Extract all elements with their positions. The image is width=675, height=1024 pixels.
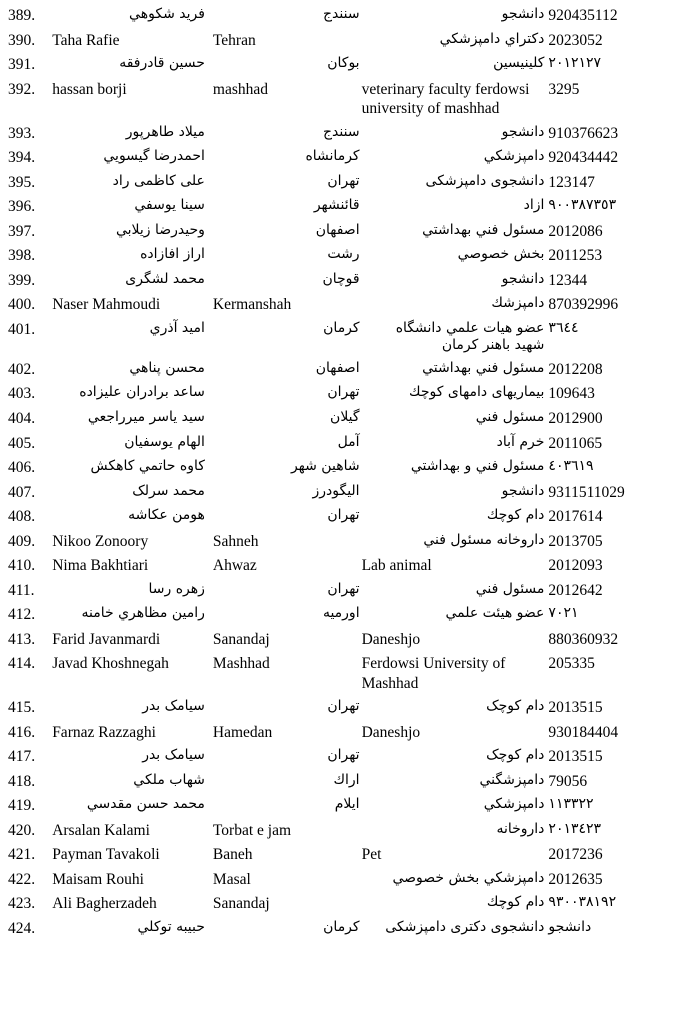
row-number: 421. (8, 846, 36, 864)
role (360, 696, 547, 721)
table-row (6, 628, 669, 653)
code: ٤٠٣٦١٩ (548, 458, 594, 475)
role-text: كلينيسين (493, 55, 545, 72)
person-name: Farnaz Razzaghi (52, 723, 156, 741)
city-text: اصفهان (315, 359, 360, 376)
row-number: 391. (8, 56, 36, 74)
person-name: هومن عكاشه (128, 507, 205, 524)
city-text: اراك (333, 771, 360, 788)
code: 12344 (548, 271, 588, 289)
code: ٩٣٠٠٣٨١٩٢ (548, 894, 617, 911)
role-text: بيماريهای دامهای كوچك (409, 384, 545, 401)
person-name: Nikoo Zonoory (52, 532, 149, 550)
city-text: تهران (327, 580, 360, 597)
code: 920435112 (548, 7, 618, 24)
table-row (6, 530, 669, 555)
table-row (6, 29, 669, 54)
table-row (6, 432, 669, 457)
city-text: كرمان (323, 319, 360, 336)
role (360, 146, 547, 171)
table-row (6, 603, 669, 628)
role (360, 892, 547, 917)
person-name: شهاب ملكي (133, 771, 205, 788)
person-name: سينا يوسفي (134, 197, 205, 214)
city-text: كرمانشاه (305, 148, 360, 165)
city: Hamedan (212, 723, 273, 741)
row-number: 392. (8, 80, 36, 98)
row-number: 395. (8, 173, 36, 191)
table-row (6, 868, 669, 893)
city (211, 146, 360, 171)
role-text: دام كوچك (486, 507, 545, 524)
code: 2011065 (548, 434, 603, 452)
table-row (6, 382, 669, 407)
role-text: مسئول فني (475, 408, 545, 425)
row-number: 396. (8, 198, 36, 216)
table-row (6, 481, 669, 506)
role: Lab animal (361, 557, 432, 575)
code: 123147 (548, 173, 595, 191)
role (360, 293, 547, 318)
code: 920434442 (548, 149, 619, 167)
person-name: محسن پناهي (129, 359, 205, 376)
role (360, 53, 547, 78)
person-name: حسين قادرفقه (119, 55, 205, 72)
row-number: 418. (8, 772, 36, 790)
table-row (6, 318, 669, 358)
role-text: داروخانه مسئول فني (423, 531, 545, 548)
person-name: Nima Bakhtiari (52, 557, 149, 575)
role (360, 745, 547, 770)
role (360, 29, 547, 54)
person-name: Naser Mahmoudi (52, 296, 161, 314)
city: Tehran (212, 31, 256, 49)
table-row (6, 554, 669, 579)
table-row (6, 171, 669, 196)
code: 2023052 (548, 31, 603, 49)
table-row (6, 358, 669, 383)
role (360, 244, 547, 269)
city (211, 505, 360, 530)
person-name: فريد شكوهي (129, 6, 205, 22)
person-name: اميد آذري (149, 319, 205, 336)
code: 9311511029 (548, 483, 625, 501)
city (211, 579, 360, 604)
code: ٢٠١٣٤٢٣ (548, 820, 602, 837)
city (211, 171, 360, 196)
role-text: دامپزشگني (479, 771, 545, 788)
role (360, 505, 547, 530)
role-text: مسئول فني بهداشتي (422, 221, 545, 238)
role-text: عضو هيات علمي دانشگاه شهيد باهنر كرمان (395, 319, 545, 354)
city: Sahneh (212, 532, 259, 550)
role-text: مسئول فني و بهداشتي (410, 458, 545, 475)
row-number: 403. (8, 385, 36, 403)
city: Ahwaz (212, 557, 257, 575)
person-name: Maisam Rouhi (52, 870, 144, 888)
city-text: آمل (337, 433, 360, 450)
table-row (6, 195, 669, 220)
row-number: 400. (8, 296, 36, 314)
row-number: 390. (8, 31, 36, 49)
city (211, 4, 360, 29)
city: mashhad (212, 80, 269, 98)
row-number: 412. (8, 606, 36, 624)
city-text: تهران (327, 172, 360, 189)
role-text: خرم آباد (496, 433, 545, 450)
person-name: ساعد برادران عليزاده (79, 384, 205, 401)
role (360, 819, 547, 844)
city (211, 696, 360, 721)
city (211, 432, 360, 457)
role-text: دانشجوی دکتری دامپزشکی (385, 918, 545, 935)
code: 205335 (548, 655, 595, 673)
city (211, 318, 360, 358)
table-row (6, 244, 669, 269)
role-text: دامپزشك (491, 295, 545, 312)
table-row (6, 579, 669, 604)
code: 2012208 (548, 360, 603, 378)
row-number: 394. (8, 149, 36, 167)
row-number: 393. (8, 124, 36, 142)
role (360, 318, 547, 358)
person-name: زهره رسا (148, 580, 205, 597)
role (360, 407, 547, 432)
city (211, 220, 360, 245)
city-text: كرمان (323, 918, 360, 935)
role-text: دام كوچك (486, 894, 545, 911)
row-number: 398. (8, 247, 36, 265)
role-text: داروخانه (496, 820, 545, 837)
city-text: تهران (327, 384, 360, 401)
city (211, 53, 360, 78)
person-name: Taha Rafie (52, 31, 120, 49)
code: 880360932 (548, 630, 619, 648)
role-text: دانشجو (501, 270, 545, 287)
city: Baneh (212, 846, 253, 864)
city-text: تهران (327, 698, 360, 715)
role-text: ازاد (523, 197, 545, 214)
city-text: تهران (327, 747, 360, 764)
role-text: دامپزشكي (483, 148, 545, 165)
person-name: سيد ياسر ميرراجعي (87, 408, 205, 425)
person-name: محمد سرلک (132, 482, 205, 499)
person-name: رامين مظاهري خامنه (81, 605, 205, 622)
role (360, 432, 547, 457)
code: 2012635 (548, 870, 603, 888)
role-text: بخش خصوصي (457, 246, 545, 263)
city-text: رشت (327, 246, 360, 263)
row-number: 419. (8, 797, 36, 815)
city (211, 770, 360, 795)
table-row (6, 819, 669, 844)
city-text: قوچان (322, 270, 360, 287)
table-row (6, 745, 669, 770)
code: ٣٦٤٤ (548, 319, 579, 336)
role (360, 481, 547, 506)
table-row (6, 269, 669, 294)
code: 3295 (548, 80, 580, 98)
row-number: 417. (8, 748, 36, 766)
city-text: تهران (327, 507, 360, 524)
code: 2012642 (548, 581, 603, 599)
code: دانشجو (548, 918, 592, 935)
code: 2012093 (548, 557, 603, 575)
role (360, 122, 547, 147)
row-number: 406. (8, 459, 36, 477)
person-name: اراز افازاده (140, 246, 205, 263)
registry-table (6, 4, 669, 941)
city (211, 481, 360, 506)
row-number: 397. (8, 222, 36, 240)
code: ٢٠١٢١٢٧ (548, 55, 602, 72)
code: 2012086 (548, 222, 603, 240)
table-row (6, 892, 669, 917)
role (360, 917, 547, 942)
table-row (6, 917, 669, 942)
code: ٩٠٠٣٨٧٣٥٣ (548, 197, 617, 214)
table-row (6, 4, 669, 29)
role-text: دكتراي دامپزشكي (439, 30, 545, 47)
person-name: Ali Bagherzadeh (52, 895, 157, 913)
role (360, 579, 547, 604)
city-text: گيلان (330, 408, 360, 425)
table-row (6, 456, 669, 481)
city-text: بوكان (327, 55, 360, 72)
city (211, 745, 360, 770)
city-text: اورميه (322, 605, 360, 622)
table-row (6, 652, 669, 696)
city: Kermanshah (212, 296, 292, 314)
code: 2013515 (548, 748, 603, 766)
role-text: دامپزشكي (483, 796, 545, 813)
table-row (6, 407, 669, 432)
table-row (6, 220, 669, 245)
role-text: مسئول فني بهداشتي (422, 359, 545, 376)
role (360, 4, 547, 29)
person-name: ميلاد طاهرپور (125, 123, 205, 140)
role-text: دانشجو (501, 482, 545, 499)
code: 2013515 (548, 699, 603, 717)
person-name: حبيبه توكلي (137, 918, 205, 935)
row-number: 405. (8, 434, 36, 452)
table-row (6, 78, 669, 122)
role (360, 220, 547, 245)
registry-table-body (6, 4, 669, 941)
city (211, 917, 360, 942)
row-number: 420. (8, 821, 36, 839)
role: veterinary faculty ferdowsi university of mashhad (361, 80, 530, 118)
person-name: كاوه حاتمي كاهكش (90, 458, 205, 475)
code: 2017236 (548, 846, 603, 864)
person-name: Payman Tavakoli (52, 846, 160, 864)
table-row (6, 843, 669, 868)
role: Daneshjo (361, 630, 421, 648)
person-name: hassan borji (52, 80, 127, 98)
city-text: اليگودرز (312, 482, 360, 499)
role: Pet (361, 846, 382, 864)
code: 2017614 (548, 508, 603, 526)
person-name: وحيدرضا زيلابي (115, 221, 205, 238)
role-text: دام كوچک (486, 747, 545, 764)
code: 2013705 (548, 532, 603, 550)
person-name: علی کاظمی راد (112, 172, 205, 189)
table-row (6, 293, 669, 318)
city (211, 603, 360, 628)
role (360, 770, 547, 795)
code: 910376623 (548, 124, 619, 142)
code: 79056 (548, 772, 588, 790)
city: Sanandaj (212, 895, 270, 913)
role-text: دانشجو (501, 6, 545, 22)
role (360, 358, 547, 383)
table-row (6, 146, 669, 171)
row-number: 401. (8, 320, 36, 338)
row-number: 407. (8, 483, 36, 501)
role (360, 269, 547, 294)
role (360, 868, 547, 893)
city: Torbat e jam (212, 821, 292, 839)
code: ٧٠٢١ (548, 605, 579, 622)
city (211, 794, 360, 819)
row-number: 411. (8, 581, 35, 599)
row-number: 409. (8, 532, 36, 550)
role (360, 382, 547, 407)
city (211, 382, 360, 407)
city: Sanandaj (212, 630, 270, 648)
row-number: 423. (8, 895, 36, 913)
person-name: محمد لشگری (125, 270, 205, 287)
table-row (6, 721, 669, 746)
row-number: 413. (8, 630, 36, 648)
table-row (6, 122, 669, 147)
role: Ferdowsi University of Mashhad (361, 655, 506, 692)
row-number: 416. (8, 723, 36, 741)
person-name: سيامک بدر (142, 747, 205, 764)
code: 870392996 (548, 296, 619, 314)
city-text: قائنشهر (313, 197, 360, 214)
city-text: اصفهان (315, 221, 360, 238)
role-text: مسئول فني (475, 580, 545, 597)
role-text: دامپزشكي بخش خصوصي (392, 869, 545, 886)
role-text: دام كوچک (486, 698, 545, 715)
code: 2011253 (548, 247, 603, 265)
city: Masal (212, 870, 251, 888)
table-row (6, 505, 669, 530)
city-text: شاهين شهر (290, 458, 360, 475)
person-name: الهام يوسفيان (124, 433, 205, 450)
person-name: احمدرضا گيسويي (103, 148, 205, 165)
role (360, 603, 547, 628)
city (211, 456, 360, 481)
role (360, 456, 547, 481)
row-number: 414. (8, 655, 36, 673)
code: 2012900 (548, 409, 603, 427)
city: Mashhad (212, 655, 270, 673)
row-number: 424. (8, 919, 36, 937)
row-number: 415. (8, 699, 36, 717)
city (211, 244, 360, 269)
row-number: 410. (8, 557, 36, 575)
row-number: 422. (8, 870, 36, 888)
city (211, 407, 360, 432)
role-text: دانشجوی دامپزشکی (425, 172, 545, 189)
city-text: سنندج (323, 123, 360, 140)
role (360, 171, 547, 196)
row-number: 399. (8, 271, 36, 289)
city-text: سنندج (323, 6, 360, 22)
table-row (6, 696, 669, 721)
code: 109643 (548, 385, 595, 403)
person-name: Javad Khoshnegah (52, 655, 169, 673)
role: Daneshjo (361, 723, 421, 741)
row-number: 404. (8, 409, 36, 427)
person-name: محمد حسن مقدسي (86, 796, 205, 813)
person-name: Arsalan Kalami (52, 821, 150, 839)
table-row (6, 770, 669, 795)
role-text: عضو هيئت علمي (445, 605, 545, 622)
city (211, 195, 360, 220)
role-text: دانشجو (501, 123, 545, 140)
city (211, 122, 360, 147)
row-number: 389. (8, 7, 36, 24)
role (360, 195, 547, 220)
code: ١١٣٣٢٢ (548, 796, 594, 813)
city (211, 269, 360, 294)
table-row (6, 794, 669, 819)
role (360, 794, 547, 819)
person-name: سيامک بدر (142, 698, 205, 715)
code: 930184404 (548, 723, 619, 741)
city-text: ايلام (334, 796, 360, 813)
row-number: 408. (8, 508, 36, 526)
row-number: 402. (8, 360, 36, 378)
person-name: Farid Javanmardi (52, 630, 161, 648)
role (360, 530, 547, 555)
city (211, 358, 360, 383)
table-row (6, 53, 669, 78)
